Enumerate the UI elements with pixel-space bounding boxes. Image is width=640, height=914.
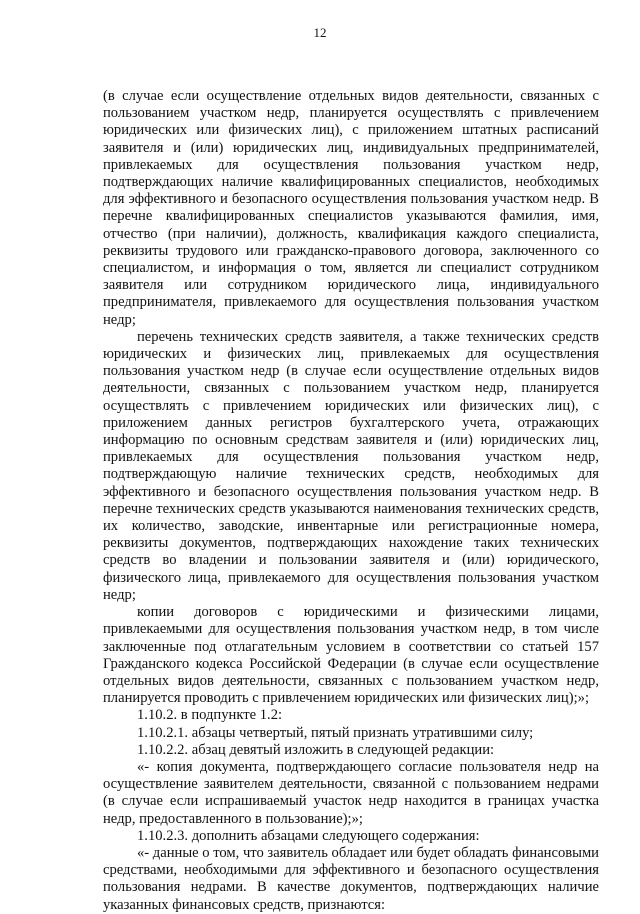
paragraph-continuation: (в случае если осуществление отдельных видов деятельности, связанных с пользованием участком недр, планируется осуществлять с привлечением юридических или физических лиц), с приложением штатных расписаний заявителя и (или) юридических лиц, индивидуальных предпринимателей, привлекаемых для осуществления пользования участком недр, подтверждающих наличие квалифицированных специалистов, необходимых для эффективного и безопасного осуществления пользования участком недр. В перечне квалифицированных специалистов указываются фамилия, имя, отчество (при наличии), должность, квалификация каждого специалиста, реквизиты трудового или гражданско-правового договора, заключенного со специалистом, и информация о том, является ли специалист сотрудником заявителя или сотрудником юридического лица, индивидуального предпринимателя, привлекаемого для осуществления пользования участком недр;: [103, 88, 599, 328]
paragraph-item-1-10-2-2: 1.10.2.2. абзац девятый изложить в следующей редакции:: [137, 741, 495, 758]
paragraph-contract-copies: копии договоров с юридическими и физическими лицами, привлекаемыми для осуществления пользования участком недр, в том числе заключенные под отлагательным условием в соответствии со статьей 157 Гражданского кодекса Российской Федерации (в случае если осуществление отдельных видов деятельности, связанных с пользованием участком недр, планируется проводить с привлечением юридических или физических лиц);»;: [103, 604, 599, 707]
paragraph-technical-means: перечень технических средств заявителя, а также технических средств юридических и физических лиц, привлекаемых для осуществления пользования участком недр (в случае если осуществление отдельных видов деятельности, связанных с пользованием участком недр, планируется осуществлять с привлечением юридических или физических лиц), с приложением данных регистров бухгалтерского учета, отражающих информацию по основным средствам заявителя и (или) юридических лиц, привлекаемых для осуществления пользования участком недр, подтверждающую наличие технических средств, необходимых для эффективного и безопасного осуществления пользования участком недр. В перечне технических средств указываются наименования технических средств, их количество, заводские, инвентарные или регистрационные номера, реквизиты документов, подтверждающих нахождение таких технических средств во владении и пользовании заявителя и (или) юридического, физического лица, привлекаемого для осуществления пользования участком недр;: [103, 328, 599, 603]
paragraph-item-1-10-2-3: 1.10.2.3. дополнить абзацами следующего содержания:: [137, 827, 480, 844]
paragraph-item-1-10-2-1: 1.10.2.1. абзацы четвертый, пятый признать утратившими силу;: [137, 724, 534, 741]
page-number: 12: [313, 25, 327, 40]
document-body: [103, 88, 599, 914]
paragraph-item-1-10-2: 1.10.2. в подпункте 1.2:: [137, 707, 283, 724]
paragraph-financial-means: «- данные о том, что заявитель обладает или будет обладать финансовыми средствами, необходимыми для эффективного и безопасного осуществления пользования недрами. В качестве документов, подтверждающих наличие указанных финансовых средств, признаются:: [103, 844, 599, 913]
paragraph-consent-copy: «- копия документа, подтверждающего согласие пользователя недр на осуществление заявителем деятельности, связанной с пользованием недрами (в случае если испрашиваемый участок недр находится в границах участка недр, предоставленного в пользование);»;: [103, 758, 599, 827]
